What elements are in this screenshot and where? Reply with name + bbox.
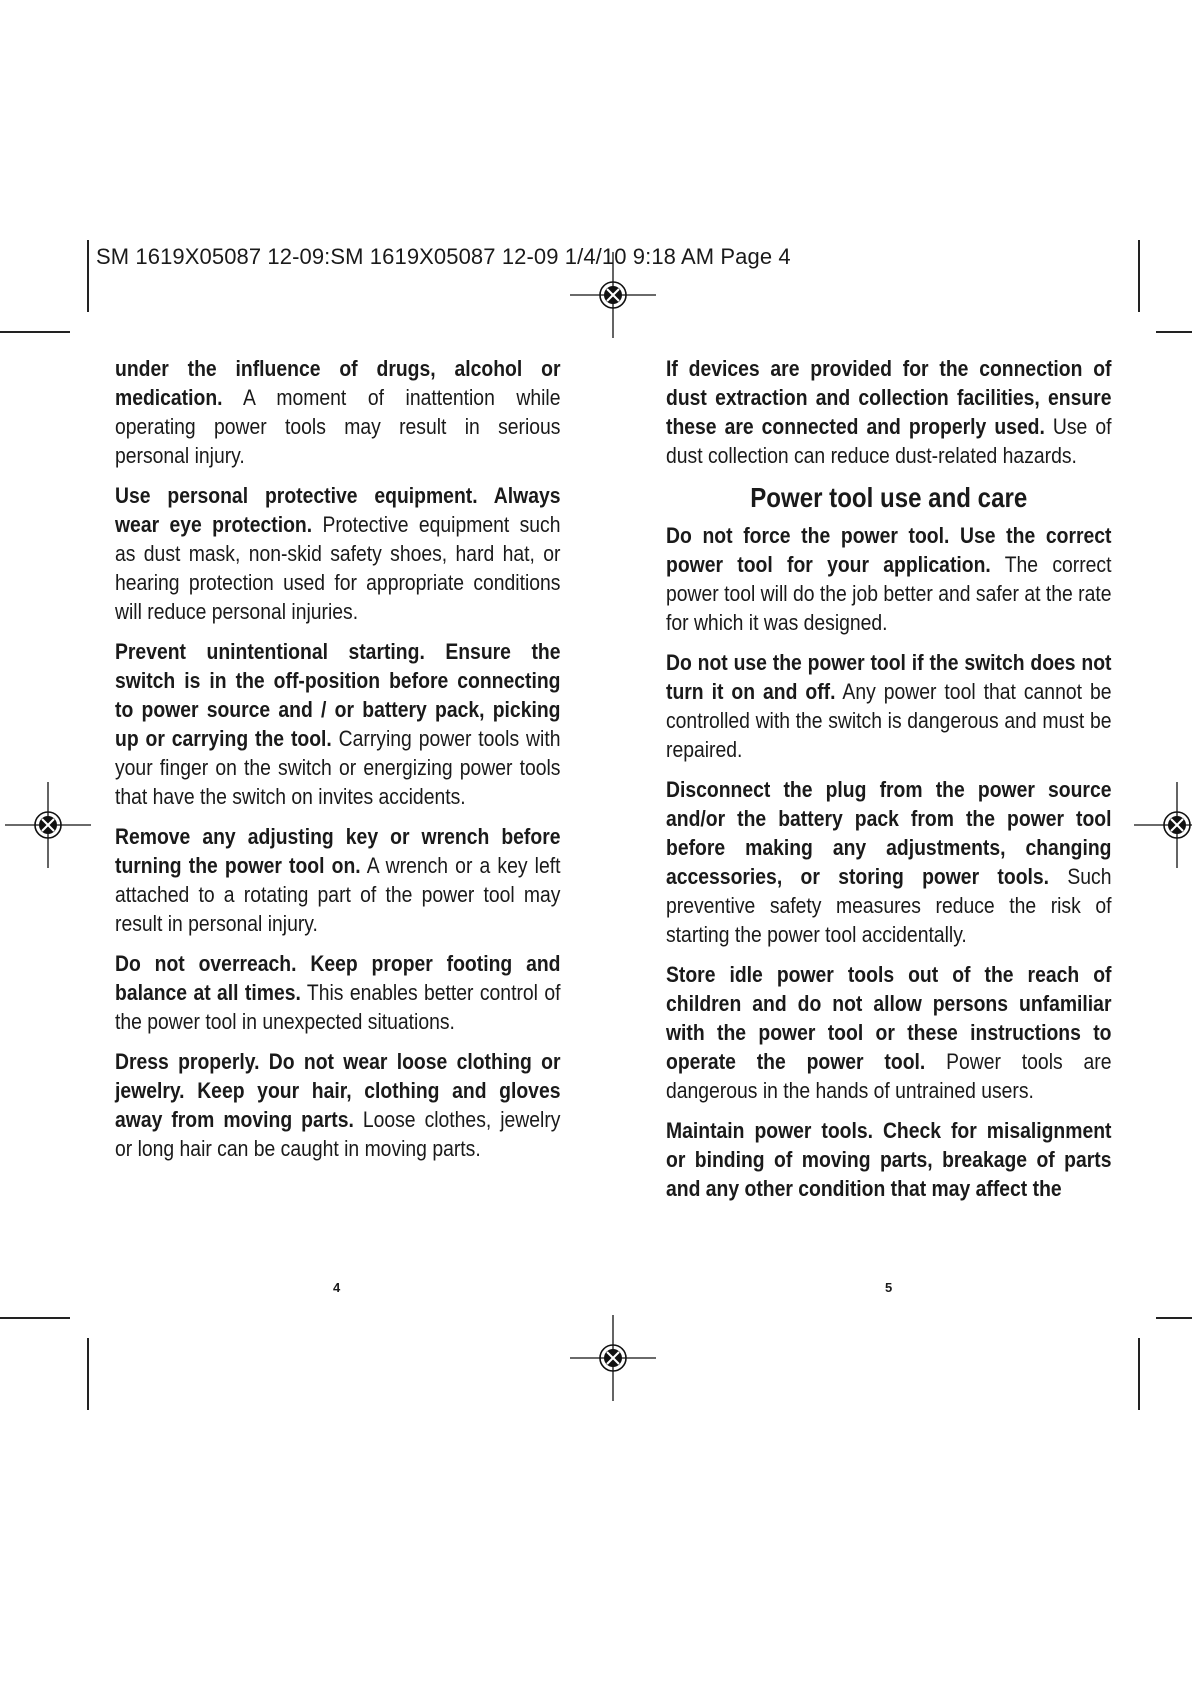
paragraph-body: A wrench or a key left attached to a rotating part of the power tool may result in personal injury. <box>115 853 561 936</box>
paragraph-lead: If devices are provided for the connection of dust extraction and collection facilities, ensure these are connected and properly used. <box>666 356 1112 439</box>
paragraph-body: A moment of inattention while operating power tools may result in serious personal injury. <box>115 385 561 468</box>
crop-mark-bottom-right-vertical <box>1138 1338 1140 1410</box>
registration-mark-left <box>5 782 91 868</box>
paragraph-body: Power tools are dangerous in the hands of untrained users. <box>666 1049 1112 1103</box>
paragraph <box>666 775 1111 949</box>
section-title: Power tool use and care <box>750 482 1028 513</box>
paragraph-lead: under the influence of drugs, alcohol or medication. <box>115 356 561 410</box>
paragraph <box>115 481 560 626</box>
paragraph <box>115 822 560 938</box>
crop-mark-top-right-horizontal <box>1156 331 1192 333</box>
paragraph-body: Use of dust collection can reduce dust-related hazards. <box>666 414 1112 468</box>
paragraph-body: This enables better control of the power tool in unexpected situations. <box>115 980 561 1034</box>
paragraph <box>115 949 560 1036</box>
paragraph <box>666 648 1111 764</box>
left-column-text <box>115 354 560 1163</box>
paragraph-lead: Disconnect the plug from the power source and/or the battery pack from the power tool before making any adjustments, changing accessories, or storing power tools. <box>666 777 1112 889</box>
right-column <box>666 354 1112 1214</box>
paragraph <box>115 637 560 811</box>
paragraph-dust-extraction <box>666 354 1111 470</box>
paragraph <box>115 354 560 470</box>
paragraph-lead: Do not use the power tool if the switch does not turn it on and off. <box>666 650 1112 704</box>
right-column-text <box>666 354 1111 1203</box>
paragraph-lead: Remove any adjusting key or wrench before turning the power tool on. <box>115 824 561 878</box>
crop-mark-top-left-horizontal <box>0 331 70 333</box>
section-paragraphs <box>666 521 1111 1203</box>
page-number-right: 5 <box>885 1280 893 1295</box>
crop-mark-bottom-right-horizontal <box>1156 1317 1192 1319</box>
crop-mark-bottom-left-vertical <box>87 1338 89 1410</box>
crop-mark-bottom-left-horizontal <box>0 1317 70 1319</box>
paragraph-body: Any power tool that cannot be controlled with the switch is dangerous and must be repaired. <box>666 679 1112 762</box>
paragraph <box>666 960 1111 1105</box>
printer-slug-line: SM 1619X05087 12-09:SM 1619X05087 12-09 1/4/10 9:18 AM Page 4 <box>96 244 791 269</box>
paragraph-lead: Do not force the power tool. Use the correct power tool for your application. <box>666 523 1112 577</box>
paragraph-body: Carrying power tools with your finger on the switch or energizing power tools that have the switch on invites accidents. <box>115 726 561 809</box>
paragraph-lead: Store idle power tools out of the reach of children and do not allow persons unfamiliar with the power tool or these instructions to operate the power tool. <box>666 962 1112 1074</box>
registration-mark-top <box>570 252 656 338</box>
crop-mark-top-right-vertical <box>1138 240 1140 312</box>
registration-mark-right <box>1134 782 1192 868</box>
paragraph-body: The correct power tool will do the job better and safer at the rate for which it was designed. <box>666 552 1112 635</box>
paragraph-body: Loose clothes, jewelry or long hair can be caught in moving parts. <box>115 1107 561 1161</box>
paragraph <box>115 1047 560 1163</box>
paragraph <box>666 521 1111 637</box>
paragraph-lead: Prevent unintentional starting. Ensure the switch is in the off-position before connecting to power source and / or battery pack, picking up or carrying the tool. <box>115 639 561 751</box>
left-column <box>115 354 561 1174</box>
paragraph-body: Protective equipment such as dust mask, non-skid safety shoes, hard hat, or hearing protection used for appropriate conditions will reduce personal injuries. <box>115 512 561 624</box>
paragraph-lead: Use personal protective equipment. Always wear eye protection. <box>115 483 561 537</box>
paragraph-lead: Do not overreach. Keep proper footing and balance at all times. <box>115 951 561 1005</box>
crop-mark-top-left-vertical <box>87 240 89 312</box>
paragraph-lead: Dress properly. Do not wear loose clothing or jewelry. Keep your hair, clothing and gloves away from moving parts. <box>115 1049 561 1132</box>
page-number-left: 4 <box>333 1280 341 1295</box>
paragraph <box>666 1116 1111 1203</box>
registration-mark-bottom <box>570 1315 656 1401</box>
paragraph-body: Such preventive safety measures reduce the risk of starting the power tool accidentally. <box>666 864 1112 947</box>
paragraph-lead: Maintain power tools. Check for misalignment or binding of moving parts, breakage of parts and any other condition that may affect the <box>666 1118 1112 1201</box>
